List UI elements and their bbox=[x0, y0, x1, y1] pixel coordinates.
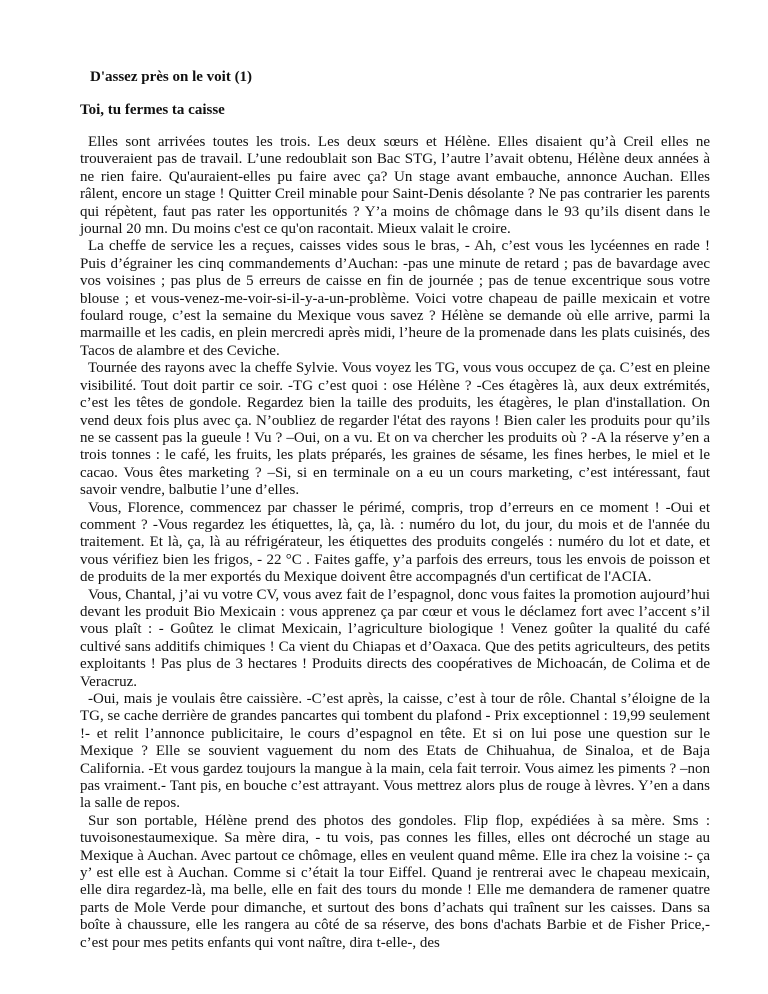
document-title: D'assez près on le voit (1) bbox=[90, 69, 253, 85]
chapter-title: Toi, tu fermes ta caisse bbox=[80, 102, 225, 118]
paragraph: Sur son portable, Hélène prend des photos des gondoles. Flip flop, expédiées à sa mère. Sms : tuvoisonestaumexique. Sa mère dira, - tu vois, pas connes les filles, elles ont décroché un stage au Mexique à Auchan. Avec partout ce chômage, elles en veulent quand même. Elle ira chez la voisine :- ça y’ est elle est à Auchan. Comme si c’était la tour Eiffel. Quand je rentrerai avec le chapeau mexicain, elle dira regardez-là, ma belle, elle en fait des tours du monde ! Elle me demandera de ramener quatre parts de Mole Verde pour dimanche, et surtout des bons d’achats qui traînent sur les caisses. Dans sa boîte à chaussure, elle les rangera au côté de sa réserve, des bons d'achats Barbie et de Fisher Price,- c’est pour mes petits enfants qui vont naître, dira t-elle-, des bbox=[80, 812, 710, 951]
body-text bbox=[80, 134, 710, 952]
paragraph: Tournée des rayons avec la cheffe Sylvie. Vous voyez les TG, vous vous occupez de ça. C’est en pleine visibilité. Tout doit partir ce soir. -TG c’est quoi : ose Hélène ? -Ces étagères là, aux deux extrémités, c’est les têtes de gondole. Regardez bien la taille des produits, les étagères, le plan d'installation. On vend deux fois plus avec ça. N’oubliez de regarder l'état des rayons ! Bien caler les produits pour qu’ils ne se cassent pas la gueule ! Vu ? –Oui, on a vu. Et on va chercher les produits où ? -A la réserve y’en a trois tonnes : le café, les fruits, les plats préparés, les graines de sésame, les fines herbes, le miel et le cacao. Vous êtes marketing ? –Si, si en terminale on a eu un cours marketing, c’est intéressant, faut savoir vendre, balbutie l’une d’elles. bbox=[80, 360, 710, 499]
paragraph: Vous, Chantal, j’ai vu votre CV, vous avez fait de l’espagnol, donc vous faites la promotion aujourd’hui devant les produit Bio Mexicain : vous apprenez ça par cœur et vous le déclamez fort avec l’accent s’il vous plaît : - Goûtez le climat Mexicain, l’agriculture biologique ! Venez goûter la qualité du café cultivé sans additifs chimiques ! Ca vient du Chiapas et d’Oaxaca. Que des petits agriculteurs, des petits exploitants ! Pas plus de 3 hectares ! Produits directs des coopératives de Michoacán, de Colima et de Veracruz. bbox=[80, 586, 710, 690]
paragraph: Elles sont arrivées toutes les trois. Les deux sœurs et Hélène. Elles disaient qu’à Creil elles ne trouveraient pas de travail. L’une redoublait son Bac STG, l’autre l’avait obtenu, Hélène deux années à ne rien faire. Qu'auraient-elles pu faire avec ça? Un stage avant embauche, annonce Auchan. Elles râlent, encore un stage ! Quitter Creil minable pour Saint-Denis désolante ? Ne pas contrarier les parents qui répètent, faut pas rater les opportunités ? Y’a moins de chômage dans le 93 qu’ils disent dans le journal 20 mn. Du moins c'est ce qu'on racontait. Mieux valait le croire. bbox=[80, 134, 710, 238]
paragraph: Vous, Florence, commencez par chasser le périmé, compris, trop d’erreurs en ce moment ! -Oui et comment ? -Vous regardez les étiquettes, là, ça, là. : numéro du lot, du jour, du mois et de l'année du traitement. Et là, ça, là au réfrigérateur, les étiquettes des produits congelés : numéro du lot et date, et vous vérifiez bien les frigos, - 22 °C . Faites gaffe, y’a parfois des erreurs, tous les envois de poisson et de produits de la mer exportés du Mexique doivent être accompagnés d'un certificat de l'ACIA. bbox=[80, 499, 710, 586]
paragraph: La cheffe de service les a reçues, caisses vides sous le bras, - Ah, c’est vous les lycéennes en rade ! Puis d’égrainer les cinq commandements d’Auchan: -pas une minute de retard ; pas de bavardage avec vos voisines ; pas plus de 5 erreurs de caisse en fin de journée ; pas de tenue excentrique sous votre blouse ; et vous-venez-me-voir-si-il-y-a-un-problème. Voici votre chapeau de paille mexicain et votre foulard rouge, c’est la semaine du Mexique vous savez ? Hélène se demande où elle arrive, parmi la marmaille et les cadis, en plein mercredi après midi, l’heure de la promenade dans les plats cuisinés, des Tacos de alambre et des Ceviche. bbox=[80, 238, 710, 359]
paragraph: -Oui, mais je voulais être caissière. -C’est après, la caisse, c’est à tour de rôle. Chantal s’éloigne de la TG, se cache derrière de grandes pancartes qui tombent du plafond - Prix exceptionnel : 19,99 seulement !- et relit l’annonce publicitaire, le cours d’espagnol en tête. Et si on lui pose une question sur le Mexique ? Elle se souvient vaguement du nom des Etats de Chihuahua, de Sinaloa, et de Baja California. -Et vous gardez toujours la mangue à la main, cela fait terroir. Vous aimez les piments ? –non pas vraiment.- Tant pis, en bouche c’est attrayant. Vous mettrez alors plus de rouge à lèvres. Y’en a dans la salle de repos. bbox=[80, 691, 710, 812]
